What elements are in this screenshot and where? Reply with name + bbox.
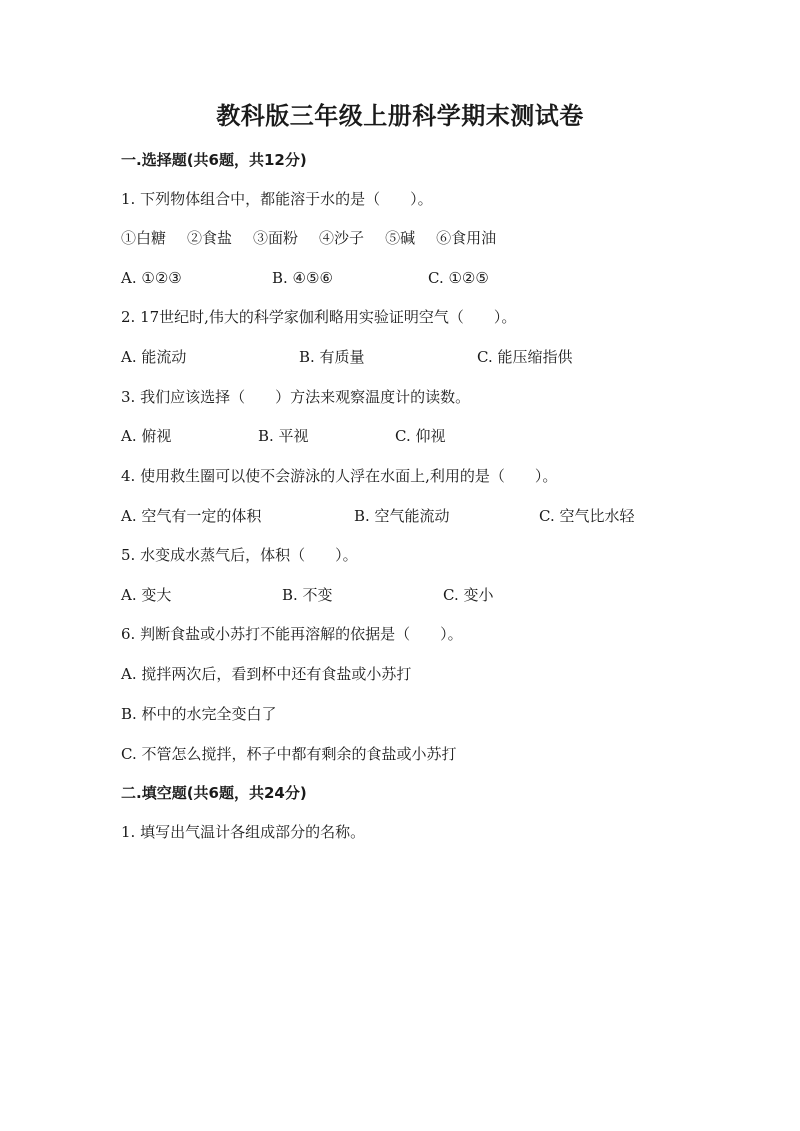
question-6-stem: 6. 判断食盐或小苏打不能再溶解的依据是（ ）。 bbox=[121, 625, 463, 643]
item: ②食盐 bbox=[187, 229, 233, 247]
question-3-option-b: B. 平视 bbox=[258, 427, 309, 445]
question-2-stem: 2. 17世纪时,伟大的科学家伽利略用实验证明空气（ ）。 bbox=[121, 308, 517, 326]
item: ④沙子 bbox=[319, 229, 365, 247]
fill-question-1-stem: 1. 填写出气温计各组成部分的名称。 bbox=[121, 823, 366, 841]
item: ⑤碱 bbox=[385, 229, 416, 247]
question-2-option-b: B. 有质量 bbox=[299, 348, 365, 366]
question-4-stem: 4. 使用救生圈可以使不会游泳的人浮在水面上,利用的是（ ）。 bbox=[121, 467, 558, 485]
question-6-option-c: C. 不管怎么搅拌，杯子中都有剩余的食盐或小苏打 bbox=[121, 745, 457, 763]
question-1-items bbox=[121, 228, 517, 248]
question-4-option-c: C. 空气比水轻 bbox=[539, 507, 635, 525]
question-1-option-b: B. ④⑤⑥ bbox=[272, 269, 333, 287]
item: ⑥食用油 bbox=[436, 229, 497, 247]
question-3-option-c: C. 仰视 bbox=[395, 427, 446, 445]
question-5-option-c: C. 变小 bbox=[443, 586, 494, 604]
item: ①白糖 bbox=[121, 229, 167, 247]
question-6-option-b: B. 杯中的水完全变白了 bbox=[121, 705, 277, 723]
question-4-option-a: A. 空气有一定的体积 bbox=[121, 507, 262, 525]
section-heading-fill: 二.填空题(共6题，共24分) bbox=[121, 784, 307, 802]
question-3-stem: 3. 我们应该选择（ ）方法来观察温度计的读数。 bbox=[121, 388, 471, 406]
question-2-option-c: C. 能压缩指供 bbox=[477, 348, 573, 366]
question-5-stem: 5. 水变成水蒸气后，体积（ ）。 bbox=[121, 546, 358, 564]
question-1-option-a: A. ①②③ bbox=[121, 269, 182, 287]
question-6-option-a: A. 搅拌两次后，看到杯中还有食盐或小苏打 bbox=[121, 665, 412, 683]
question-5-option-b: B. 不变 bbox=[282, 586, 333, 604]
question-2-option-a: A. 能流动 bbox=[121, 348, 187, 366]
section-heading-choice: 一.选择题(共6题，共12分) bbox=[121, 151, 307, 169]
item: ③面粉 bbox=[253, 229, 299, 247]
question-5-option-a: A. 变大 bbox=[121, 586, 172, 604]
question-4-option-b: B. 空气能流动 bbox=[354, 507, 450, 525]
page-title: 教科版三年级上册科学期末测试卷 bbox=[216, 102, 584, 130]
question-1-option-c: C. ①②⑤ bbox=[428, 269, 489, 287]
question-1-stem: 1. 下列物体组合中，都能溶于水的是（ ）。 bbox=[121, 190, 433, 208]
question-3-option-a: A. 俯视 bbox=[121, 427, 172, 445]
